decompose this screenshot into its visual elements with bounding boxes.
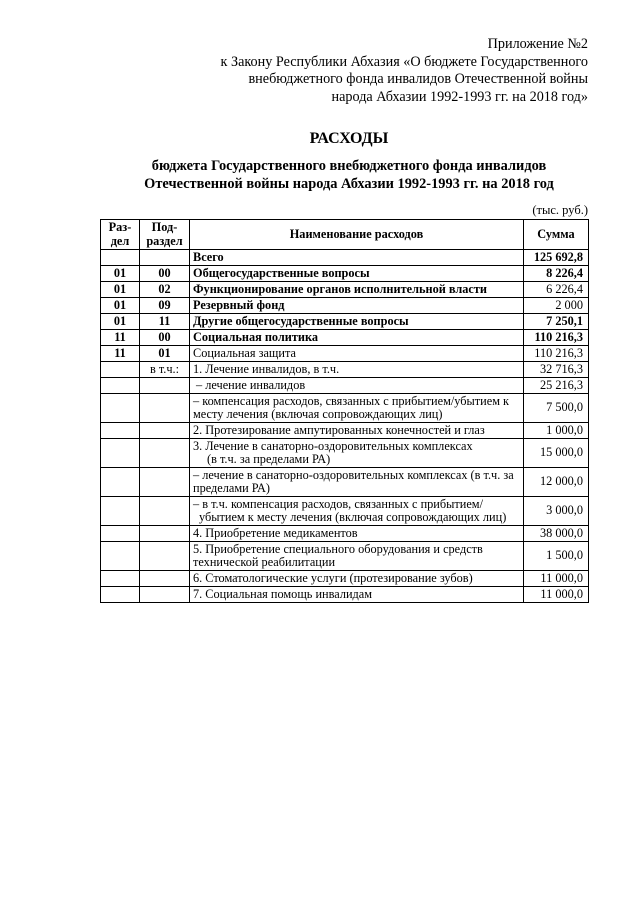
cell-subsection bbox=[140, 250, 190, 266]
cell-section: 01 bbox=[101, 266, 140, 282]
cell-name: 6. Стоматологические услуги (протезирование зубов) bbox=[190, 571, 524, 587]
cell-name: Резервный фонд bbox=[190, 298, 524, 314]
table-row bbox=[101, 330, 589, 346]
table-row bbox=[101, 282, 589, 298]
cell-name: – лечение в санаторно-оздоровительных комплексах (в т.ч. за пределами РА) bbox=[190, 468, 524, 497]
appendix-line: к Закону Республики Абхазия «О бюджете Государственного bbox=[220, 53, 588, 70]
cell-name-line: 3. Лечение в санаторно-оздоровительных комплексах bbox=[193, 438, 473, 453]
cell-section bbox=[101, 571, 140, 587]
cell-name: Функционирование органов исполнительной власти bbox=[190, 282, 524, 298]
cell-section bbox=[101, 468, 140, 497]
subtitle-line: Отечественной войны народа Абхазии 1992-1993 гг. на 2018 год bbox=[144, 176, 554, 192]
cell-sum: 32 716,3 bbox=[524, 362, 589, 378]
appendix-header bbox=[221, 36, 588, 106]
table-row bbox=[101, 314, 589, 330]
cell-section: 11 bbox=[101, 346, 140, 362]
table-row bbox=[101, 362, 589, 378]
table-row bbox=[101, 439, 589, 468]
cell-subsection bbox=[140, 423, 190, 439]
appendix-line: Приложение №2 bbox=[487, 36, 588, 52]
cell-section bbox=[101, 362, 140, 378]
cell-subsection: 09 bbox=[140, 298, 190, 314]
cell-name: 2. Протезирование ампутированных конечностей и глаз bbox=[190, 423, 524, 439]
cell-sum: 12 000,0 bbox=[524, 468, 589, 497]
cell-name: Социальная защита bbox=[190, 346, 524, 362]
cell-section bbox=[101, 587, 140, 603]
expenses-table bbox=[100, 219, 589, 603]
appendix-line: народа Абхазии 1992-1993 гг. на 2018 год» bbox=[331, 88, 588, 105]
cell-subsection: в т.ч.: bbox=[140, 362, 190, 378]
header-sum: Сумма bbox=[524, 220, 589, 250]
cell-subsection: 00 bbox=[140, 330, 190, 346]
header-subsection-line: раздел bbox=[146, 233, 183, 248]
cell-sum: 7 500,0 bbox=[524, 394, 589, 423]
cell-name bbox=[190, 497, 524, 526]
cell-section bbox=[101, 250, 140, 266]
header-subsection bbox=[140, 220, 190, 250]
table-row bbox=[101, 378, 589, 394]
table-row bbox=[101, 497, 589, 526]
cell-section bbox=[101, 394, 140, 423]
header-section-line: дел bbox=[110, 233, 130, 248]
cell-subsection bbox=[140, 571, 190, 587]
cell-section: 01 bbox=[101, 282, 140, 298]
table-header-row bbox=[101, 220, 589, 250]
header-section-line: Раз- bbox=[108, 220, 132, 235]
page-title: РАСХОДЫ bbox=[309, 130, 389, 147]
cell-subsection bbox=[140, 378, 190, 394]
cell-name: 5. Приобретение специального оборудования и средств технической реабилитации bbox=[190, 542, 524, 571]
cell-subsection: 11 bbox=[140, 314, 190, 330]
table-row bbox=[101, 423, 589, 439]
table-row bbox=[101, 571, 589, 587]
table-row bbox=[101, 298, 589, 314]
cell-sum: 38 000,0 bbox=[524, 526, 589, 542]
header-subsection-line: Под- bbox=[151, 220, 178, 235]
cell-section bbox=[101, 423, 140, 439]
cell-name-line: убытием к месту лечения (включая сопровождающих лиц) bbox=[199, 510, 507, 524]
table-row bbox=[101, 346, 589, 362]
cell-subsection: 01 bbox=[140, 346, 190, 362]
cell-sum: 125 692,8 bbox=[524, 250, 589, 266]
cell-name-line: – в т.ч. компенсация расходов, связанных с прибытием/ bbox=[193, 496, 484, 511]
cell-sum: 7 250,1 bbox=[524, 314, 589, 330]
cell-name: 1. Лечение инвалидов, в т.ч. bbox=[190, 362, 524, 378]
page-subtitle bbox=[0, 157, 640, 193]
cell-section bbox=[101, 497, 140, 526]
table-row bbox=[101, 266, 589, 282]
cell-name: 4. Приобретение медикаментов bbox=[190, 526, 524, 542]
table-row bbox=[101, 394, 589, 423]
cell-subsection bbox=[140, 394, 190, 423]
cell-sum: 11 000,0 bbox=[524, 587, 589, 603]
cell-name: Другие общегосударственные вопросы bbox=[190, 314, 524, 330]
cell-sum: 8 226,4 bbox=[524, 266, 589, 282]
table-row bbox=[101, 542, 589, 571]
cell-section: 01 bbox=[101, 298, 140, 314]
cell-name: Всего bbox=[190, 250, 524, 266]
cell-name bbox=[190, 439, 524, 468]
cell-section bbox=[101, 439, 140, 468]
table-row bbox=[101, 468, 589, 497]
cell-sum: 3 000,0 bbox=[524, 497, 589, 526]
subtitle-line: бюджета Государственного внебюджетного фонда инвалидов bbox=[151, 158, 547, 174]
cell-subsection bbox=[140, 542, 190, 571]
cell-subsection bbox=[140, 468, 190, 497]
cell-sum: 6 226,4 bbox=[524, 282, 589, 298]
cell-section: 11 bbox=[101, 330, 140, 346]
cell-sum: 2 000 bbox=[524, 298, 589, 314]
cell-section: 01 bbox=[101, 314, 140, 330]
cell-subsection bbox=[140, 497, 190, 526]
cell-sum: 110 216,3 bbox=[524, 330, 589, 346]
table-row bbox=[101, 250, 589, 266]
cell-sum: 110 216,3 bbox=[524, 346, 589, 362]
cell-subsection: 00 bbox=[140, 266, 190, 282]
cell-sum: 1 500,0 bbox=[524, 542, 589, 571]
cell-sum: 11 000,0 bbox=[524, 571, 589, 587]
unit-label: (тыс. руб.) bbox=[532, 203, 588, 217]
header-section bbox=[101, 220, 140, 250]
cell-name: – компенсация расходов, связанных с прибытием/убытием к месту лечения (включая сопровождающих лиц) bbox=[190, 394, 524, 423]
cell-subsection bbox=[140, 587, 190, 603]
table-row bbox=[101, 526, 589, 542]
cell-section bbox=[101, 542, 140, 571]
header-name: Наименование расходов bbox=[190, 220, 524, 250]
cell-section bbox=[101, 378, 140, 394]
cell-subsection bbox=[140, 439, 190, 468]
cell-subsection bbox=[140, 526, 190, 542]
cell-sum: 1 000,0 bbox=[524, 423, 589, 439]
appendix-line: внебюджетного фонда инвалидов Отечественной войны bbox=[248, 71, 588, 87]
cell-name: Социальная политика bbox=[190, 330, 524, 346]
cell-name: – лечение инвалидов bbox=[190, 378, 524, 394]
cell-subsection: 02 bbox=[140, 282, 190, 298]
cell-sum: 25 216,3 bbox=[524, 378, 589, 394]
cell-name: Общегосударственные вопросы bbox=[190, 266, 524, 282]
cell-sum: 15 000,0 bbox=[524, 439, 589, 468]
cell-name: 7. Социальная помощь инвалидам bbox=[190, 587, 524, 603]
cell-section bbox=[101, 526, 140, 542]
cell-name-line: (в т.ч. за пределами РА) bbox=[207, 452, 331, 466]
table-row bbox=[101, 587, 589, 603]
